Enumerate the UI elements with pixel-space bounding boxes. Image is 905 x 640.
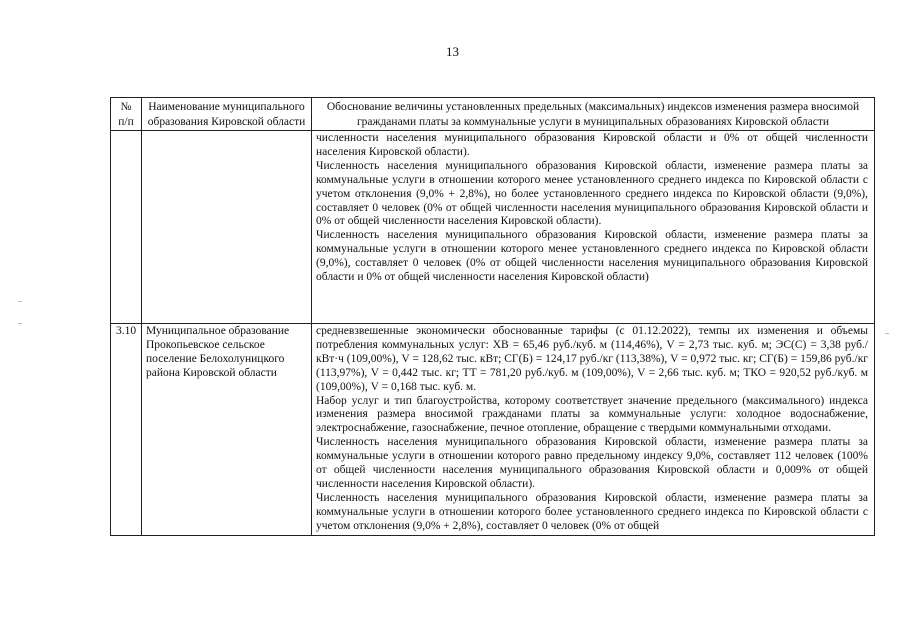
row-municipality — [142, 131, 312, 324]
scan-mark-left — [18, 323, 22, 324]
table-header-row — [111, 98, 875, 131]
table-row — [111, 324, 875, 536]
scan-mark-left — [18, 301, 22, 302]
header-municipality: Наименование муниципального образования Кировской области — [142, 98, 312, 131]
row-justification — [312, 324, 875, 536]
row-justification — [312, 131, 875, 324]
paragraph: Численность населения муниципального образования Кировской области, изменение размера платы за коммунальные услуги в отношении которого менее установленного среднего индекса по Кировской области (9,0%), составляет 0 человек (0% от общей численности населения муниципального образования Кировской области и 0% от общей численности населения Кировской области) — [316, 229, 868, 284]
scan-mark-right — [885, 333, 889, 334]
header-number: № п/п — [111, 98, 142, 131]
row-number — [111, 131, 142, 324]
paragraph: численности населения муниципального образования Кировской области и 0% от общей численности населения Кировской области). — [316, 132, 868, 158]
paragraph: Набор услуг и тип благоустройства, которому соответствует значение предельного (максимального) индекса изменения размера вносимой гражданами платы за коммунальные услуги: холодное водоснабжение, электроснабжение, газоснабжение, печное отопление, обращение с твердыми коммунальными отходами. — [316, 394, 868, 435]
paragraph: средневзвешенные экономически обоснованные тарифы (с 01.12.2022), темпы их изменения и объемы потребления коммунальных услуг: ХВ = 65,46 руб./куб. м (114,46%), V = 2,73 тыс. куб. м; ЭС(С) = 3,38 руб./кВт·ч (109,00%), V = 128,62 тыс. кВт; СГ(Б) = 124,17 руб./кг (113,38%), V = 0,972 тыс. кг; СГ(Б) = 159,86 руб./кг (113,97%), V = 0,442 тыс. кг; ТТ = 781,20 руб./куб. м (109,00%), V = 2,66 тыс. куб. м; ТКО = 920,52 руб./куб. м (109,00%), V = 0,168 тыс. куб. м. — [316, 325, 868, 393]
indices-table — [110, 97, 875, 536]
page-number: 13 — [446, 44, 459, 59]
paragraph: Численность населения муниципального образования Кировской области, изменение размера платы за коммунальные услуги в отношении которого более установленного среднего индекса по Кировской области с учетом отклонения (9,0% + 2,8%), составляет 0 человек (0% от общей — [316, 491, 868, 532]
row-number: 3.10 — [111, 324, 142, 536]
paragraph: Численность населения муниципального образования Кировской области, изменение размера платы за коммунальные услуги в отношении которого менее установленного среднего индекса по Кировской области с учетом отклонения (9,0% + 2,8%), но более установленного среднего индекса по Кировской области (9,0%), составляет 0 человек (0% от общей численности населения муниципального образования Кировской области и 0% от общей численности населения Кировской области). — [316, 159, 868, 228]
header-justification: Обоснование величины установленных предельных (максимальных) индексов изменения размера вносимой гражданами платы за коммунальные услуги в муниципальных образованиях Кировской области — [312, 98, 875, 131]
row-municipality: Муниципальное образование Прокопьевское сельское поселение Белохолуницкого района Кировской области — [142, 324, 312, 536]
table-row — [111, 131, 875, 324]
paragraph: Численность населения муниципального образования Кировской области, изменение размера платы за коммунальные услуги в отношении которого равно предельному индексу 9,0%, составляет 112 человек (100% от общей численности населения муниципального образования Кировской области и 0,009% от общей численности населения Кировской области). — [316, 436, 868, 490]
